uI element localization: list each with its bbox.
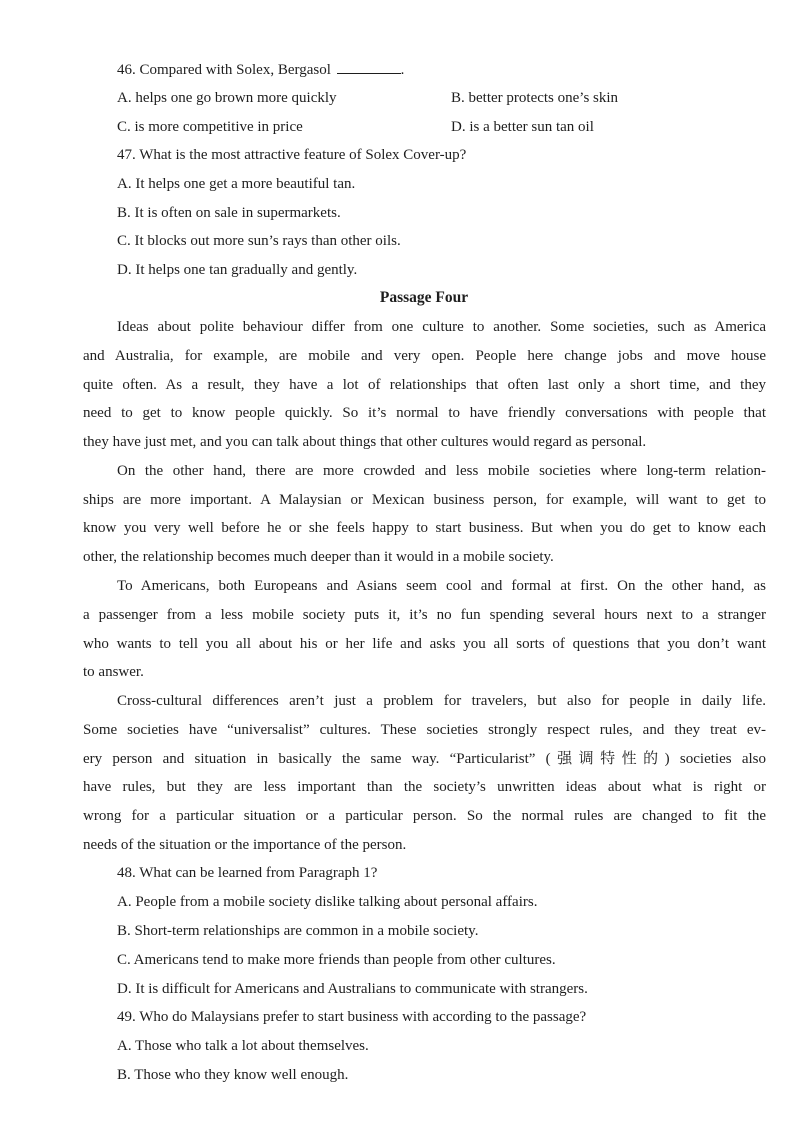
passage-line: needs of the situation or the importance of the person. [83,837,407,853]
question-46-stem [117,59,404,80]
passage-line: need to get to know people quickly. So it’s normal to have friendly conversations with people that [83,405,766,421]
question-46-period: . [400,62,405,78]
question-46-option-d: D. is a better sun tan oil [451,119,594,135]
question-47-option-a: A. It helps one get a more beautiful tan. [117,176,356,192]
passage-line: On the other hand, there are more crowded and less mobile societies where long-term relation- [117,463,766,479]
passage-line: know you very well before he or she feels happy to start business. But when you do get to know each [83,520,766,536]
question-48-option-d: D. It is difficult for Americans and Australians to communicate with strangers. [117,981,588,997]
question-47-option-b: B. It is often on sale in supermarkets. [117,205,341,221]
passage-line: have rules, but they are less important than the society’s unwritten ideas about what is right or [83,779,766,795]
question-49-option-b: B. Those who they know well enough. [117,1067,349,1083]
passage-line: wrong for a particular situation or a particular person. So the normal rules are changed to fit the [83,808,766,824]
question-46-option-a: A. helps one go brown more quickly [117,90,337,106]
question-47-option-c: C. It blocks out more sun’s rays than other oils. [117,233,401,249]
question-49-option-a: A. Those who talk a lot about themselves. [117,1038,369,1054]
passage-line: other, the relationship becomes much deeper than it would in a mobile society. [83,549,554,565]
question-46-option-c: C. is more competitive in price [117,119,303,135]
passage-line: and Australia, for example, are mobile and very open. People here change jobs and move house [83,348,766,364]
question-48-option-a: A. People from a mobile society dislike talking about personal affairs. [117,894,538,910]
passage-line: quite often. As a result, they have a lot of relationships that often last only a short time, and they [83,377,766,393]
question-48-option-c: C. Americans tend to make more friends than people from other cultures. [117,952,556,968]
passage-line: Ideas about polite behaviour differ from one culture to another. Some societies, such as America [117,319,766,335]
passage-line: a passenger from a less mobile society puts it, it’s no fun spending several hours next to a stranger [83,607,766,623]
question-47-stem: 47. What is the most attractive feature of Solex Cover-up? [117,147,467,163]
question-46-text: 46. Compared with Solex, Bergasol [117,62,331,78]
question-46-option-b: B. better protects one’s skin [451,90,619,106]
question-48-option-b: B. Short-term relationships are common in a mobile society. [117,923,479,939]
question-49-stem: 49. Who do Malaysians prefer to start business with according to the passage? [117,1009,587,1025]
passage-line: ery person and situation in basically the same way. “Particularist” (强调特性的) societies also [83,751,766,767]
passage-line: they have just met, and you can talk about things that other cultures would regard as personal. [83,434,647,450]
passage-line: To Americans, both Europeans and Asians seem cool and formal at first. On the other hand, as [117,578,766,594]
question-48-stem: 48. What can be learned from Paragraph 1? [117,865,378,881]
passage-title: Passage Four [379,289,469,306]
passage-line: Cross-cultural differences aren’t just a problem for travelers, but also for people in daily life. [117,693,766,709]
passage-line: Some societies have “universalist” cultures. These societies strongly respect rules, and they treat ev- [83,722,766,738]
passage-line: ships are more important. A Malaysian or Mexican business person, for example, will want to get to [83,492,766,508]
passage-line: to answer. [83,664,144,680]
answer-blank [337,59,401,74]
passage-line: who wants to tell you all about his or her life and asks you all sorts of questions that you don’t want [83,636,766,652]
question-47-option-d: D. It helps one tan gradually and gently. [117,262,358,278]
